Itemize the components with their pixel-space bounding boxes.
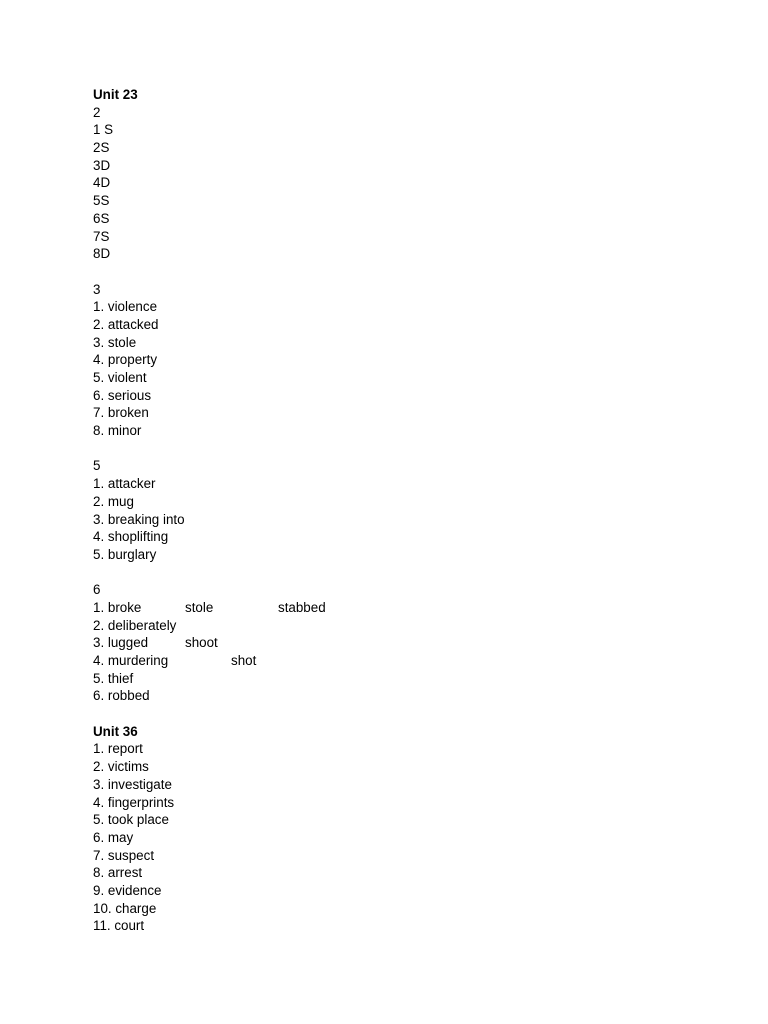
- exercise-6-row: [93, 617, 713, 635]
- unit-36-item: 4. fingerprints: [93, 794, 175, 810]
- exercise-3-item: 7. broken: [93, 405, 149, 421]
- exercise-3-item: 1. violence: [93, 299, 158, 315]
- exercise-6-row: [93, 687, 713, 705]
- unit-23-heading: Unit 23: [93, 87, 138, 102]
- exercise-6-answer: 6. robbed: [93, 688, 150, 704]
- exercise-6-row: [93, 634, 713, 652]
- unit-36-item: 6. may: [93, 829, 134, 845]
- exercise-2-item: 5S: [93, 193, 110, 209]
- unit-36-item: 5. took place: [93, 812, 169, 828]
- exercise-6-answer: shoot: [185, 635, 218, 651]
- exercise-6-answer: 2. deliberately: [93, 617, 177, 633]
- exercise-3-item: 5. violent: [93, 370, 147, 385]
- exercise-2-number: 2: [93, 104, 101, 120]
- exercise-5-number: 5: [93, 458, 101, 474]
- exercise-6-number: 6: [93, 582, 101, 598]
- exercise-3-number: 3: [93, 281, 101, 297]
- spacer: [93, 263, 713, 281]
- exercise-2-item: 3D: [93, 157, 111, 173]
- spacer: [93, 440, 713, 458]
- exercise-6-answer: 3. lugged: [93, 635, 149, 651]
- exercise-3-item: 3. stole: [93, 334, 137, 350]
- unit-36-item: 7. suspect: [93, 847, 155, 863]
- unit-36-item: 10. charge: [93, 900, 157, 916]
- exercise-2-item: 6S: [93, 210, 110, 226]
- exercise-3-item: 4. property: [93, 352, 158, 368]
- unit-36-item: 9. evidence: [93, 882, 162, 898]
- spacer: [93, 705, 713, 723]
- exercise-6-answer: 5. thief: [93, 670, 134, 686]
- exercise-2-item: 2S: [93, 140, 110, 156]
- exercise-6-row: [93, 670, 713, 688]
- unit-36-item: 8. arrest: [93, 865, 143, 881]
- answer-key-document: [93, 86, 713, 935]
- exercise-3-item: 2. attacked: [93, 316, 159, 332]
- exercise-6-answer: stabbed: [278, 599, 326, 615]
- unit-36-item: 1. report: [93, 741, 143, 757]
- exercise-6-answer: 4. murdering: [93, 653, 169, 668]
- unit-36-item: 11. court: [93, 918, 145, 934]
- exercise-2-item: 1 S: [93, 122, 114, 138]
- spacer: [93, 564, 713, 582]
- unit-36-item: 3. investigate: [93, 776, 172, 792]
- exercise-3-item: 8. minor: [93, 423, 142, 439]
- exercise-5-item: 5. burglary: [93, 546, 157, 562]
- exercise-2-item: 4D: [93, 175, 111, 191]
- unit-36-item: 2. victims: [93, 759, 149, 775]
- exercise-2-item: 8D: [93, 246, 111, 262]
- exercise-5-item: 1. attacker: [93, 476, 156, 492]
- exercise-6-answer: 1. broke: [93, 599, 142, 615]
- exercise-2-item: 7S: [93, 228, 110, 244]
- exercise-6-row: [93, 599, 713, 617]
- unit-36-heading: Unit 36: [93, 723, 138, 739]
- exercise-5-item: 3. breaking into: [93, 511, 185, 527]
- exercise-6-answer: stole: [185, 599, 214, 615]
- exercise-5-item: 4. shoplifting: [93, 529, 169, 545]
- exercise-6-answer: shot: [231, 653, 257, 668]
- exercise-3-item: 6. serious: [93, 387, 152, 403]
- exercise-6-row: [93, 652, 713, 670]
- exercise-5-item: 2. mug: [93, 493, 134, 509]
